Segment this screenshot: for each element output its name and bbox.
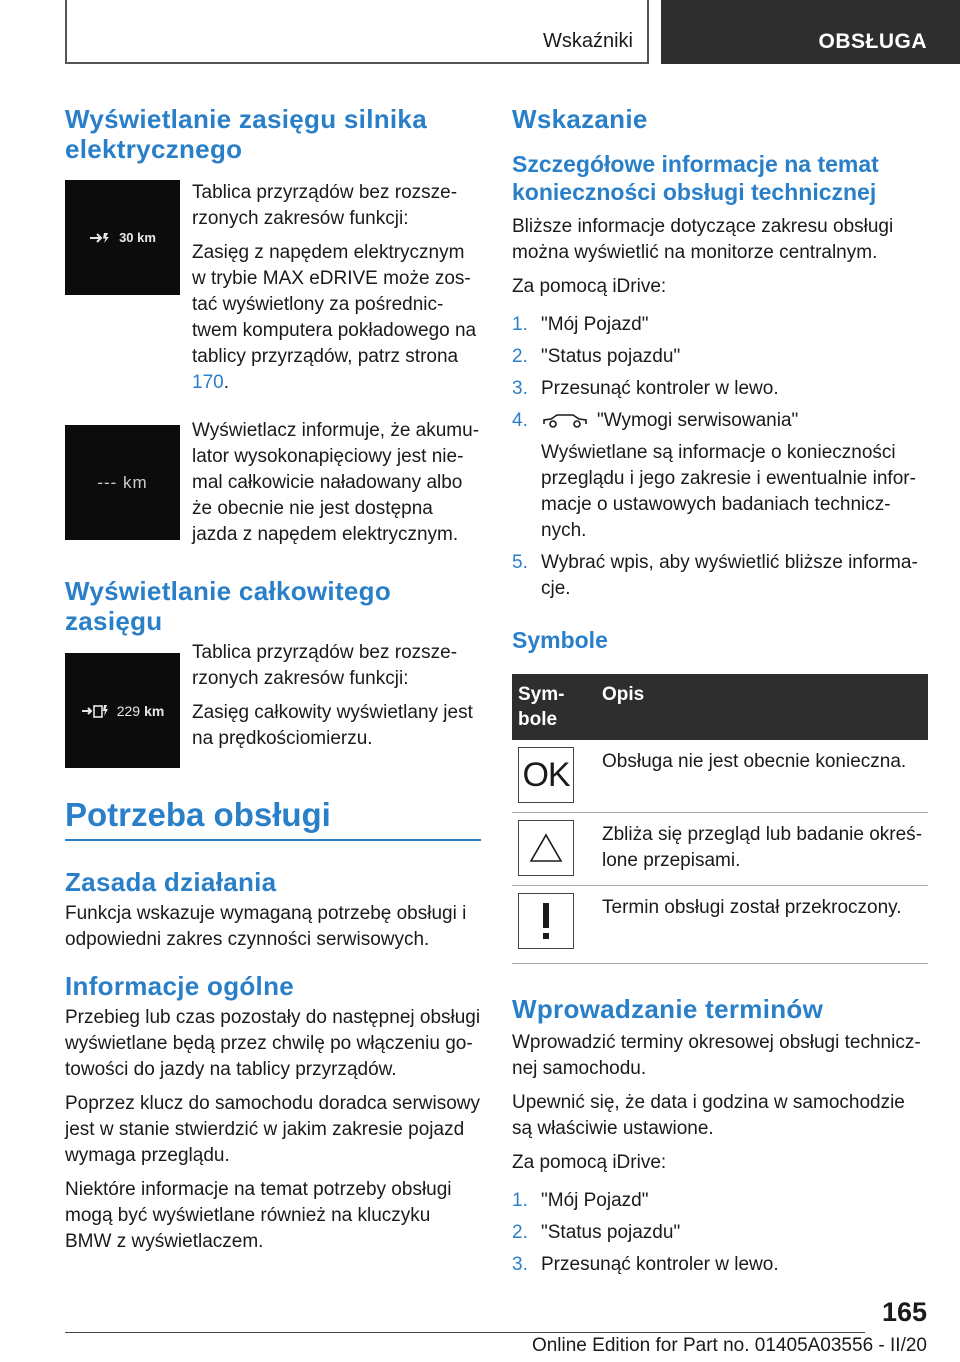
list-item: 1. "Mój Pojazd" [512, 1190, 649, 1211]
header-section-label: Wskaźniki [542, 30, 633, 52]
total-range-value: 229 [116, 702, 141, 719]
paragraph-general-1: Przebieg lub czas pozostały do następnej obsługi wyświetlane będą przez chwilę po włączeniu gotowości do jazdy na tablicy przyrządów. [65, 1007, 481, 1080]
paragraph-cluster-intro: Tablica przyrządów bez rozszerzonych zakresów funkcji: [192, 182, 458, 229]
dashboard-total-range-image [65, 653, 180, 768]
no-range-value: --- km [97, 472, 148, 492]
section-title-service [65, 795, 481, 841]
list-item: 2. "Status pojazdu" [512, 1222, 681, 1243]
right-column [512, 104, 928, 1284]
warning-triangle-icon [518, 820, 574, 876]
heading-total-range: Wyświetlanie całkowitego zasięgu [65, 576, 392, 636]
table-row [512, 740, 928, 813]
heading-principle: Zasada działania [65, 867, 277, 897]
paragraph-max-edrive: Zasięg z napędem elektrycznym w trybie MAX eDRIVE może zostać wyświetlony za pośrednictwem komputera pokładowego na tablicy przyrządów, patrz strona 170. [192, 242, 477, 393]
paragraph-principle: Funkcja wskazuje wymaganą potrzebę obsługi i odpowiedni zakres czynności serwisowych. [65, 903, 467, 950]
hybrid-drive-icon [81, 703, 111, 719]
left-column [65, 104, 481, 1255]
list-item: 3. Przesunąć kontroler w lewo. [512, 378, 779, 399]
idrive-steps-list-2 [512, 1188, 928, 1278]
list-item: 5. Wybrać wpis, aby wyświetlić bliższe informacje. [512, 552, 918, 599]
paragraph-general-2: Poprzez klucz do samochodu doradca serwisowy jest w stanie stwierdzić w jakim zakresie pojazd wymaga przeglądu. [65, 1093, 481, 1166]
heading-service-need: Potrzeba obsługi [65, 796, 331, 833]
heading-electric-range: Wyświetlanie zasięgu silnika elektrycznego [65, 104, 427, 164]
footer-edition: Online Edition for Part no. 01405A03556 - II/20 [531, 1335, 927, 1356]
total-range-unit: km [144, 702, 165, 719]
header-chapter-tab [661, 0, 960, 64]
table-header-symbols: Symbole [512, 674, 596, 740]
page-number: 165 [881, 1297, 927, 1327]
table-cell-description: Obsługa nie jest obecnie konieczna. [596, 740, 928, 813]
paragraph-battery-info: Wyświetlacz informuje, że akumulator wysokonapięciowy jest niemal całkowicie naładowany albo że obecnie nie jest dostępna jazda z napędem elektrycznym. [192, 420, 480, 545]
list-item: 3. Przesunąć kontroler w lewo. [512, 1254, 779, 1275]
table-header-description: Opis [596, 674, 928, 740]
page-link-170[interactable]: 170 [192, 372, 224, 393]
ok-icon: OK [518, 747, 574, 803]
list-item: 1. "Mój Pojazd" [512, 314, 649, 335]
paragraph-general-3: Niektóre informacje na temat potrzeby obsługi mogą być wyświetlane również na kluczyku BMW z wyświetlaczem. [65, 1179, 452, 1252]
step-4-detail: Wyświetlane są informacje o konieczności przeglądu i jego zakresie i ewentualnie informacje o ustawowych badaniach technicznych. [541, 442, 916, 541]
heading-general-info: Informacje ogólne [65, 971, 295, 1001]
list-item: 4. "Wymogi serwisowania" Wyświetlane są informacje o konieczności przeglądu i jego zakresie i ewentualnie informacje o ustawowych badaniach technicznych. [512, 408, 928, 544]
heading-details: Szczegółowe informacje na temat konieczności obsługi technicznej [512, 151, 879, 205]
dashboard-electric-range-image [65, 180, 180, 295]
paragraph-max-edrive-text: Zasięg z napędem elektrycznym w trybie MAX eDRIVE może zostać wyświetlony za pośrednictwem komputera pokładowego na tablicy przyrządów, patrz strona [192, 242, 477, 367]
paragraph-dates-1: Wprowadzić terminy okresowej obsługi technicznej samochodu. [512, 1032, 921, 1079]
symbols-table [512, 674, 928, 964]
electric-drive-icon [89, 231, 111, 245]
table-row [512, 886, 928, 964]
heading-indication: Wskazanie [512, 104, 648, 134]
heading-enter-dates: Wprowadzanie terminów [512, 994, 824, 1024]
exclamation-icon [518, 893, 574, 949]
paragraph-idrive-2: Za pomocą iDrive: [512, 1152, 667, 1173]
dashboard-no-range-image [65, 425, 180, 540]
header-chapter-label: OBSŁUGA [818, 30, 927, 53]
list-item: 2. "Status pojazdu" [512, 346, 681, 367]
idrive-steps-list [512, 312, 928, 602]
paragraph-total-range: Zasięg całkowity wyświetlany jest na prędkościomierzu. [192, 702, 473, 749]
paragraph-cluster-intro-2: Tablica przyrządów bez rozszerzonych zakresów funkcji: [192, 642, 458, 689]
heading-symbols: Symbole [512, 627, 608, 653]
paragraph-dates-2: Upewnić się, że data i godzina w samochodzie są właściwie ustawione. [512, 1092, 905, 1139]
footer-divider [65, 1332, 865, 1333]
paragraph-idrive: Za pomocą iDrive: [512, 276, 667, 297]
electric-range-value: 30 km [119, 230, 156, 245]
table-cell-description: Termin obsługi został przekroczony. [596, 886, 928, 964]
table-cell-description: Zbliża się przegląd lub badanie określone przepisami. [596, 813, 928, 886]
paragraph-details: Bliższe informacje dotyczące zakresu obsługi można wyświetlić na monitorze centralnym. [512, 216, 894, 263]
table-row [512, 813, 928, 886]
header-section-tab [65, 0, 649, 64]
car-service-icon [541, 411, 589, 429]
